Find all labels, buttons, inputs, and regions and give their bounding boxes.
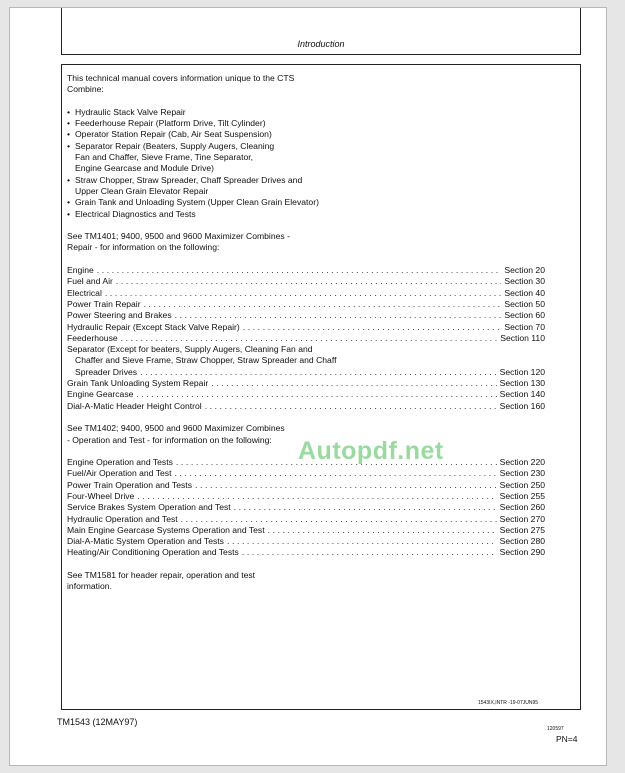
toc-row: Fuel/Air Operation and Test ..... Section 230 xyxy=(67,468,545,479)
page-number: PN=4 xyxy=(556,734,578,744)
see-header-text: See TM1581 for header repair, operation and test information. xyxy=(67,570,256,592)
list-item: • Feederhouse Repair (Platform Drive, Tilt Cylinder) xyxy=(67,118,266,129)
bullet-list xyxy=(67,107,322,220)
see-ops-text: See TM1402; 9400, 9500 and 9600 Maximizer Combines - Operation and Test - for information on the following: xyxy=(67,423,285,445)
toc-row: Grain Tank Unloading System Repair ..... Section 130 xyxy=(67,378,545,389)
header-box xyxy=(61,8,581,55)
toc-row: Engine Gearcase ..... Section 140 xyxy=(67,389,545,400)
list-item: • Operator Station Repair (Cab, Air Seat Suspension) xyxy=(67,129,272,140)
document-page xyxy=(9,7,607,766)
toc-row: Service Brakes System Operation and Test ..... Section 260 xyxy=(67,502,545,513)
list-item: • Grain Tank and Unloading System (Upper Clean Grain Elevator) xyxy=(67,197,319,208)
intro-text: This technical manual covers information unique to the CTS Combine: xyxy=(67,73,295,95)
toc-row: Dial-A-Matic Header Height Control ..... Section 160 xyxy=(67,401,545,412)
toc-row: Engine Operation and Tests ..... Section 220 xyxy=(67,457,545,468)
small-code: 120597 xyxy=(547,726,564,732)
toc-row-multiline: Separator (Except for beaters, Supply Augers, Cleaning Fan and Chaffer and Sieve Frame, Straw Chopper, Straw Spreader and Chaff Spreader Drives ..... Section 120 xyxy=(67,344,545,378)
toc-row: Power Train Repair ..... Section 50 xyxy=(67,299,545,310)
toc-row: Four-Wheel Drive ..... Section 255 xyxy=(67,491,545,502)
list-item: • Electrical Diagnostics and Tests xyxy=(67,208,196,219)
toc-row: Dial-A-Matic System Operation and Tests ..... Section 280 xyxy=(67,536,545,547)
content xyxy=(67,73,545,593)
toc-row: Hydraulic Repair (Except Stack Valve Repair) ..... Section 70 xyxy=(67,322,545,333)
ops-toc xyxy=(67,457,545,559)
list-item: • Straw Chopper, Straw Spreader, Chaff Spreader Drives and Upper Clean Grain Elevator Repair xyxy=(67,174,303,196)
document-code: 1543IX,INTR -19-07JUN95 xyxy=(478,700,539,706)
toc-row: Fuel and Air ..... Section 30 xyxy=(67,276,545,287)
toc-row: Feederhouse ..... Section 110 xyxy=(67,333,545,344)
toc-row: Engine ..... Section 20 xyxy=(67,265,545,276)
list-item: • Separator Repair (Beaters, Supply Augers, Cleaning Fan and Chaffer, Sieve Frame, Tine Separator, Engine Gearcase and Module Drive) xyxy=(67,140,275,174)
toc-row: Power Train Operation and Tests ..... Section 250 xyxy=(67,480,545,491)
toc-row: Main Engine Gearcase Systems Operation and Test ..... Section 275 xyxy=(67,525,545,536)
repair-toc xyxy=(67,265,545,412)
toc-row: Power Steering and Brakes ..... Section 60 xyxy=(67,310,545,321)
list-item: • Hydraulic Stack Valve Repair xyxy=(67,106,186,117)
watermark: Autopdf.net xyxy=(298,437,444,465)
see-repair-text: See TM1401; 9400, 9500 and 9600 Maximizer Combines - Repair - for information on the following: xyxy=(67,231,290,253)
toc-row: Electrical ..... Section 40 xyxy=(67,288,545,299)
manual-id: TM1543 (12MAY97) xyxy=(57,717,138,727)
toc-row: Heating/Air Conditioning Operation and Tests ..... Section 290 xyxy=(67,547,545,558)
toc-row: Hydraulic Operation and Test ..... Section 270 xyxy=(67,514,545,525)
content-box xyxy=(61,64,581,710)
page-title: Introduction xyxy=(297,39,345,49)
